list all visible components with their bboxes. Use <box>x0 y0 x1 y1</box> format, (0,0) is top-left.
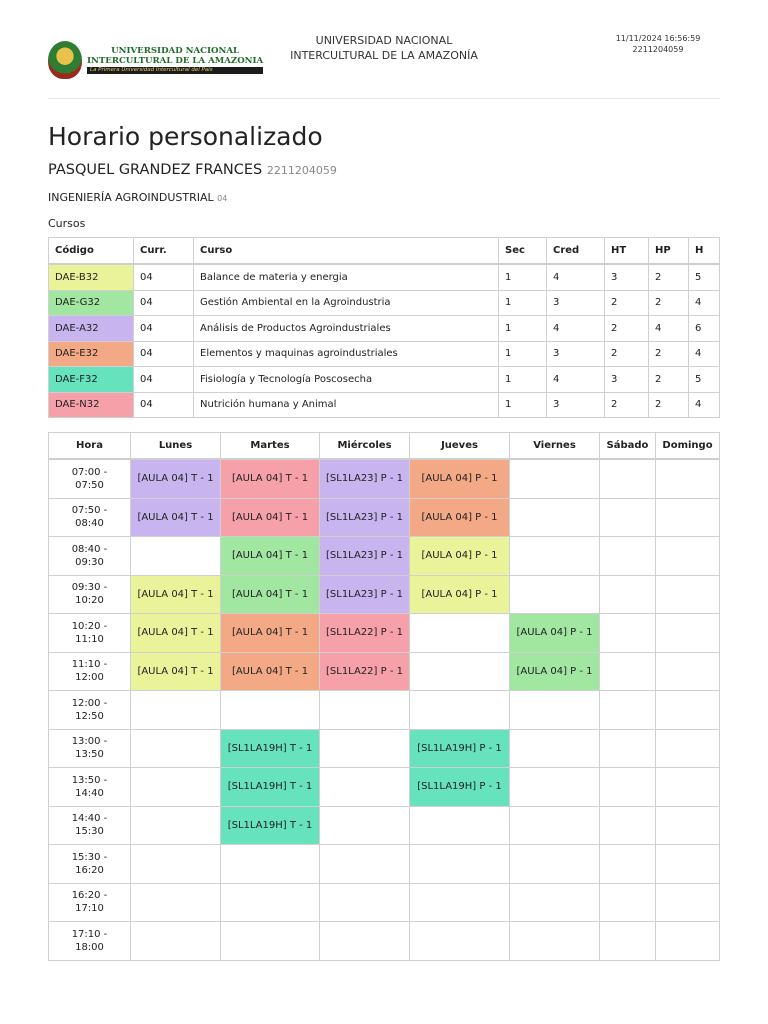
course-cell-cred: 4 <box>547 264 605 290</box>
course-cell-cred: 4 <box>547 316 605 342</box>
course-cell-hp: 2 <box>649 392 689 418</box>
course-cell-cred: 3 <box>547 341 605 367</box>
schedule-empty-cell <box>600 498 656 537</box>
schedule-session: [SL1LA22] P - 1 <box>320 652 410 691</box>
course-cell-sec: 1 <box>499 341 547 367</box>
hour-end: 07:50 <box>75 479 104 491</box>
schedule-session: [SL1LA22] P - 1 <box>320 614 410 653</box>
schedule-session: [AULA 04] T - 1 <box>131 575 221 614</box>
courses-col-hp: HP <box>649 238 689 265</box>
courses-col-codigo: Código <box>49 238 134 265</box>
hour-end: 13:50 <box>75 749 104 761</box>
course-cell-hp: 2 <box>649 264 689 290</box>
schedule-empty-cell <box>656 459 720 498</box>
logo-line-2: INTERCULTURAL DE LA AMAZONIA <box>87 56 264 66</box>
schedule-empty-cell <box>510 768 600 807</box>
hour-start: 11:10 - <box>71 659 108 671</box>
schedule-col-domingo: Domingo <box>656 433 720 460</box>
course-code-cell: DAE-N32 <box>49 392 134 418</box>
schedule-empty-cell <box>656 845 720 884</box>
hour-start: 13:50 - <box>71 774 108 786</box>
course-row <box>49 341 720 367</box>
schedule-empty-cell <box>410 652 510 691</box>
schedule-empty-cell <box>600 845 656 884</box>
schedule-empty-cell <box>510 883 600 922</box>
schedule-empty-cell <box>656 652 720 691</box>
courses-table <box>48 237 720 418</box>
course-row <box>49 392 720 418</box>
schedule-empty-cell <box>410 922 510 961</box>
hour-cell <box>49 922 131 961</box>
hour-start: 17:10 - <box>71 928 108 940</box>
schedule-empty-cell <box>656 729 720 768</box>
page-header <box>48 30 720 99</box>
course-cell-sec: 1 <box>499 290 547 316</box>
schedule-session: [AULA 04] T - 1 <box>221 614 320 653</box>
course-cell-cred: 4 <box>547 367 605 393</box>
hour-start: 14:40 - <box>71 813 108 825</box>
schedule-session: [AULA 04] T - 1 <box>221 537 320 576</box>
schedule-row <box>49 575 720 614</box>
schedule-empty-cell <box>131 845 221 884</box>
course-cell-cred: 3 <box>547 392 605 418</box>
course-cell-sec: 1 <box>499 316 547 342</box>
schedule-col-hora: Hora <box>49 433 131 460</box>
hour-end: 10:20 <box>75 595 104 607</box>
schedule-session: [AULA 04] T - 1 <box>131 498 221 537</box>
hour-end: 16:20 <box>75 864 104 876</box>
course-code-cell: DAE-B32 <box>49 264 134 290</box>
schedule-session: [AULA 04] T - 1 <box>131 459 221 498</box>
schedule-empty-cell <box>320 845 410 884</box>
course-cell-curso: Elementos y maquinas agroindustriales <box>194 341 499 367</box>
student-info <box>48 162 337 178</box>
schedule-session: [AULA 04] P - 1 <box>410 575 510 614</box>
schedule-empty-cell <box>600 575 656 614</box>
schedule-header-row <box>49 433 720 460</box>
university-name-line-1: UNIVERSIDAD NACIONAL <box>315 34 453 47</box>
schedule-empty-cell <box>410 806 510 845</box>
schedule-session: [SL1LA19H] P - 1 <box>410 729 510 768</box>
course-cell-h: 4 <box>689 392 720 418</box>
schedule-session: [SL1LA19H] P - 1 <box>410 768 510 807</box>
course-cell-curso: Balance de materia y energia <box>194 264 499 290</box>
schedule-empty-cell <box>510 459 600 498</box>
schedule-empty-cell <box>131 922 221 961</box>
hour-cell <box>49 806 131 845</box>
hour-end: 09:30 <box>75 556 104 568</box>
schedule-session: [AULA 04] P - 1 <box>510 652 600 691</box>
course-cell-curr: 04 <box>134 341 194 367</box>
schedule-session: [AULA 04] P - 1 <box>510 614 600 653</box>
course-cell-cred: 3 <box>547 290 605 316</box>
course-code-cell: DAE-G32 <box>49 290 134 316</box>
course-cell-ht: 2 <box>605 341 649 367</box>
schedule-col-viernes: Viernes <box>510 433 600 460</box>
schedule-empty-cell <box>320 922 410 961</box>
hour-cell <box>49 729 131 768</box>
course-cell-hp: 2 <box>649 367 689 393</box>
hour-cell <box>49 652 131 691</box>
schedule-empty-cell <box>221 922 320 961</box>
course-cell-sec: 1 <box>499 367 547 393</box>
hour-cell <box>49 537 131 576</box>
schedule-row <box>49 806 720 845</box>
hour-cell <box>49 691 131 730</box>
hour-end: 12:00 <box>75 672 104 684</box>
schedule-empty-cell <box>600 691 656 730</box>
schedule-empty-cell <box>656 883 720 922</box>
schedule-empty-cell <box>600 768 656 807</box>
course-cell-curr: 04 <box>134 367 194 393</box>
student-name: PASQUEL GRANDEZ FRANCES <box>48 162 263 178</box>
schedule-empty-cell <box>410 691 510 730</box>
schedule-empty-cell <box>410 845 510 884</box>
schedule-empty-cell <box>656 806 720 845</box>
course-cell-curr: 04 <box>134 392 194 418</box>
courses-col-ht: HT <box>605 238 649 265</box>
schedule-empty-cell <box>410 883 510 922</box>
schedule-empty-cell <box>510 575 600 614</box>
schedule-empty-cell <box>221 691 320 730</box>
schedule-session: [SL1LA19H] T - 1 <box>221 729 320 768</box>
logo-tagline: La Primera Universidad Intercultural del País <box>87 67 263 74</box>
course-cell-h: 4 <box>689 341 720 367</box>
program-code: 04 <box>217 194 228 203</box>
hour-end: 17:10 <box>75 903 104 915</box>
course-cell-curso: Análisis de Productos Agroindustriales <box>194 316 499 342</box>
hour-cell <box>49 768 131 807</box>
hour-cell <box>49 845 131 884</box>
schedule-empty-cell <box>656 575 720 614</box>
schedule-row <box>49 691 720 730</box>
courses-col-curso: Curso <box>194 238 499 265</box>
course-cell-hp: 4 <box>649 316 689 342</box>
schedule-empty-cell <box>131 729 221 768</box>
schedule-empty-cell <box>510 806 600 845</box>
schedule-empty-cell <box>600 652 656 691</box>
logo-text <box>87 46 263 74</box>
courses-label: Cursos <box>48 217 86 230</box>
page-title: Horario personalizado <box>48 122 323 151</box>
schedule-row <box>49 845 720 884</box>
schedule-empty-cell <box>656 498 720 537</box>
hour-cell <box>49 459 131 498</box>
schedule-empty-cell <box>656 768 720 807</box>
schedule-empty-cell <box>510 537 600 576</box>
course-cell-h: 4 <box>689 290 720 316</box>
print-code: 2211204059 <box>632 44 684 54</box>
schedule-row <box>49 883 720 922</box>
hour-start: 09:30 - <box>71 582 108 594</box>
courses-col-cred: Cred <box>547 238 605 265</box>
hour-cell <box>49 883 131 922</box>
schedule-session: [SL1LA23] P - 1 <box>320 537 410 576</box>
hour-cell <box>49 614 131 653</box>
courses-col-sec: Sec <box>499 238 547 265</box>
schedule-session: [AULA 04] P - 1 <box>410 498 510 537</box>
schedule-empty-cell <box>131 537 221 576</box>
student-code: 2211204059 <box>266 164 337 177</box>
hour-start: 10:20 - <box>71 620 108 632</box>
schedule-table <box>48 432 720 961</box>
schedule-session: [SL1LA19H] T - 1 <box>221 806 320 845</box>
schedule-col-miercoles: Miércoles <box>320 433 410 460</box>
schedule-session: [AULA 04] P - 1 <box>410 459 510 498</box>
schedule-empty-cell <box>600 537 656 576</box>
courses-header-row <box>49 238 720 265</box>
schedule-col-jueves: Jueves <box>410 433 510 460</box>
hour-end: 18:00 <box>75 941 104 953</box>
course-row <box>49 316 720 342</box>
course-code-cell: DAE-E32 <box>49 341 134 367</box>
courses-col-h: H <box>689 238 720 265</box>
schedule-empty-cell <box>600 883 656 922</box>
schedule-row <box>49 459 720 498</box>
hour-start: 16:20 - <box>71 890 108 902</box>
hour-cell <box>49 498 131 537</box>
course-cell-curso: Gestión Ambiental en la Agroindustria <box>194 290 499 316</box>
schedule-empty-cell <box>600 922 656 961</box>
schedule-empty-cell <box>600 729 656 768</box>
hour-end: 12:50 <box>75 710 104 722</box>
schedule-row <box>49 498 720 537</box>
schedule-row <box>49 614 720 653</box>
schedule-row <box>49 652 720 691</box>
schedule-session: [SL1LA19H] T - 1 <box>221 768 320 807</box>
hour-end: 08:40 <box>75 518 104 530</box>
course-cell-sec: 1 <box>499 264 547 290</box>
schedule-empty-cell <box>131 806 221 845</box>
course-cell-ht: 2 <box>605 316 649 342</box>
schedule-empty-cell <box>656 537 720 576</box>
course-cell-hp: 2 <box>649 290 689 316</box>
course-cell-ht: 2 <box>605 290 649 316</box>
schedule-col-lunes: Lunes <box>131 433 221 460</box>
schedule-row <box>49 922 720 961</box>
hour-end: 11:10 <box>75 633 104 645</box>
logo-line-1: UNIVERSIDAD NACIONAL <box>111 46 240 56</box>
course-cell-h: 5 <box>689 367 720 393</box>
schedule-row <box>49 729 720 768</box>
schedule-col-martes: Martes <box>221 433 320 460</box>
schedule-session: [SL1LA23] P - 1 <box>320 498 410 537</box>
schedule-empty-cell <box>320 729 410 768</box>
courses-col-curr: Curr. <box>134 238 194 265</box>
schedule-session: [SL1LA23] P - 1 <box>320 575 410 614</box>
university-name-line-2: INTERCULTURAL DE LA AMAZONÍA <box>290 48 478 62</box>
course-row <box>49 264 720 290</box>
schedule-empty-cell <box>410 614 510 653</box>
schedule-empty-cell <box>510 498 600 537</box>
course-code-cell: DAE-A32 <box>49 316 134 342</box>
course-code-cell: DAE-F32 <box>49 367 134 393</box>
schedule-empty-cell <box>600 459 656 498</box>
schedule-empty-cell <box>320 806 410 845</box>
hour-end: 15:30 <box>75 826 104 838</box>
schedule-empty-cell <box>131 691 221 730</box>
course-cell-curso: Fisiología y Tecnología Poscosecha <box>194 367 499 393</box>
schedule-empty-cell <box>600 614 656 653</box>
schedule-session: [AULA 04] T - 1 <box>221 652 320 691</box>
course-cell-curso: Nutrición humana y Animal <box>194 392 499 418</box>
course-cell-curr: 04 <box>134 290 194 316</box>
course-cell-h: 6 <box>689 316 720 342</box>
hour-start: 08:40 - <box>71 543 108 555</box>
course-cell-h: 5 <box>689 264 720 290</box>
schedule-empty-cell <box>221 845 320 884</box>
schedule-empty-cell <box>656 922 720 961</box>
schedule-empty-cell <box>656 691 720 730</box>
course-cell-curr: 04 <box>134 316 194 342</box>
schedule-empty-cell <box>320 883 410 922</box>
course-cell-curr: 04 <box>134 264 194 290</box>
university-logo <box>48 38 264 82</box>
schedule-empty-cell <box>510 729 600 768</box>
schedule-empty-cell <box>510 922 600 961</box>
schedule-empty-cell <box>656 614 720 653</box>
schedule-session: [AULA 04] T - 1 <box>221 575 320 614</box>
schedule-session: [AULA 04] T - 1 <box>131 652 221 691</box>
schedule-empty-cell <box>320 691 410 730</box>
university-name <box>268 34 500 63</box>
schedule-row <box>49 537 720 576</box>
hour-cell <box>49 575 131 614</box>
schedule-empty-cell <box>131 768 221 807</box>
schedule-session: [AULA 04] P - 1 <box>410 537 510 576</box>
schedule-empty-cell <box>320 768 410 807</box>
schedule-col-sabado: Sábado <box>600 433 656 460</box>
schedule-session: [SL1LA23] P - 1 <box>320 459 410 498</box>
hour-start: 07:00 - <box>71 466 108 478</box>
schedule-empty-cell <box>510 691 600 730</box>
course-cell-ht: 2 <box>605 392 649 418</box>
schedule-empty-cell <box>510 845 600 884</box>
schedule-session: [AULA 04] T - 1 <box>131 614 221 653</box>
schedule-empty-cell <box>131 883 221 922</box>
schedule-session: [AULA 04] T - 1 <box>221 459 320 498</box>
hour-start: 13:00 - <box>71 736 108 748</box>
course-row <box>49 367 720 393</box>
program-info <box>48 191 227 204</box>
schedule-row <box>49 768 720 807</box>
schedule-empty-cell <box>221 883 320 922</box>
hour-start: 15:30 - <box>71 851 108 863</box>
schedule-empty-cell <box>600 806 656 845</box>
university-seal-icon <box>48 41 82 79</box>
program-name: INGENIERÍA AGROINDUSTRIAL <box>48 191 214 204</box>
course-cell-hp: 2 <box>649 341 689 367</box>
print-meta <box>583 34 733 55</box>
hour-start: 12:00 - <box>71 697 108 709</box>
print-datetime: 11/11/2024 16:56:59 <box>615 34 701 43</box>
course-cell-ht: 3 <box>605 264 649 290</box>
schedule-session: [AULA 04] T - 1 <box>221 498 320 537</box>
hour-end: 14:40 <box>75 787 104 799</box>
course-cell-sec: 1 <box>499 392 547 418</box>
course-cell-ht: 3 <box>605 367 649 393</box>
hour-start: 07:50 - <box>71 505 108 517</box>
course-row <box>49 290 720 316</box>
